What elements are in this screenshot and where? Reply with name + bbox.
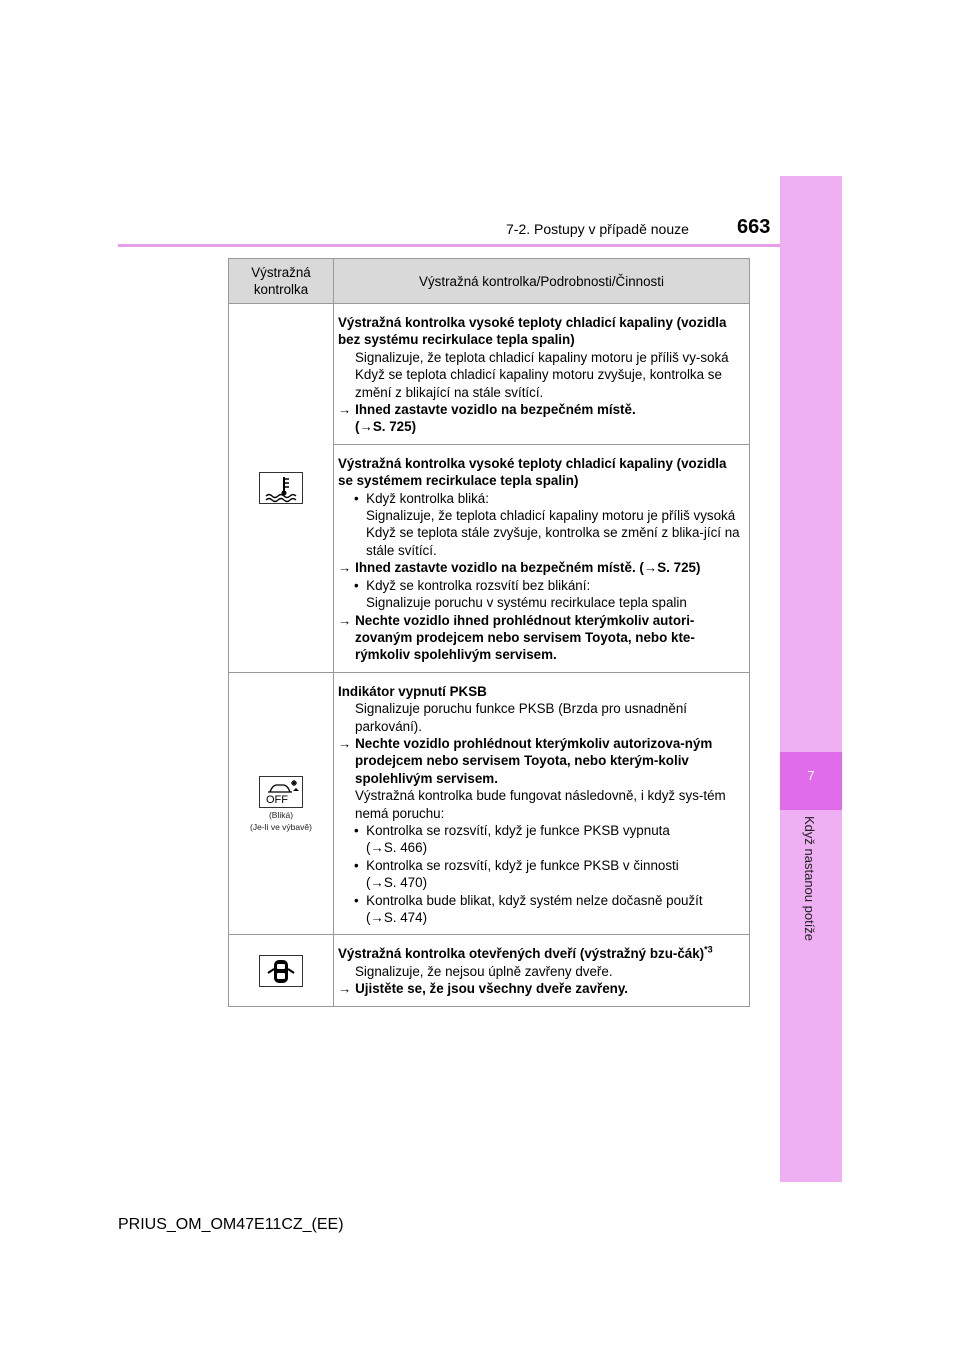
table-row-coolant-a (229, 304, 750, 445)
coolant-a-ref: (→S. 725) (355, 419, 417, 435)
table-row-door (229, 935, 750, 1006)
pksb-details (334, 672, 750, 935)
column-header-details: Výstražná kontrolka/Podrobnosti/Činnosti (334, 259, 750, 304)
pksb-line2: Výstražná kontrolka bude fungovat následovně, i když sys-tém nemá poruchu: (355, 788, 726, 821)
pksb-icon-note2: (Je-li ve výbavě) (250, 821, 312, 832)
bullet-icon: • (354, 490, 359, 506)
coolant-b-details (334, 444, 750, 672)
open-door-icon (259, 955, 303, 987)
arrow-icon: → (338, 560, 352, 576)
coolant-a-line1: Signalizuje, že teplota chladicí kapaliny motoru je příliš vy-soká (355, 349, 729, 365)
bullet-icon: • (354, 822, 359, 838)
door-icon-cell (229, 935, 334, 1006)
page-number: 663 (737, 216, 771, 238)
coolant-b-bullet2: • Když se kontrolka rozsvítí bez blikání: (354, 577, 591, 593)
pksb-off-icon (259, 776, 303, 808)
table-header-row (229, 259, 750, 304)
bullet-icon: • (354, 857, 359, 873)
pksb-icon-cell (229, 672, 334, 935)
coolant-b-bullet1: • Když kontrolka bliká: (354, 490, 489, 506)
pksb-bullet3: • Kontrolka bude blikat, když systém nelze dočasně použít (354, 892, 703, 908)
pksb-icon-label: OFF (266, 793, 288, 806)
chapter-side-tab (780, 176, 842, 1182)
arrow-icon: → (338, 402, 352, 418)
coolant-b-title: Výstražná kontrolka vysoké teploty chladicí kapaliny (vozidla se systémem recirkulace tepla spalin) (338, 455, 727, 489)
arrow-icon: → (370, 875, 384, 891)
door-title-footnote: *3 (704, 944, 713, 955)
coolant-b-action2: → Nechte vozidlo ihned prohlédnout kterýmkoliv autori-zovaným prodejcem nebo servisem Toyota, nebo kte-rýmkoliv spolehlivým servisem. (338, 612, 695, 663)
arrow-icon: → (338, 981, 352, 997)
pksb-title: Indikátor vypnutí PKSB (338, 683, 487, 699)
coolant-a-details (334, 304, 750, 445)
pksb-bullet1: • Kontrolka se rozsvítí, když je funkce PKSB vypnuta (354, 822, 670, 838)
arrow-icon: → (643, 560, 658, 576)
coolant-icon-cell (229, 304, 334, 673)
coolant-a-action: → Ihned zastavte vozidlo na bezpečném místě. (338, 402, 636, 418)
table-row-pksb (229, 672, 750, 935)
coolant-a-line2: Když se teplota chladicí kapaliny motoru zvyšuje, kontrolka se změní z blikající na stále svítící. (355, 367, 722, 400)
chapter-label: Když nastanou potíže (802, 816, 817, 942)
pksb-action: → Nechte vozidlo prohlédnout kterýmkoliv autorizova-ným prodejcem nebo servisem Toyota, nebo kterým-koliv spolehlivým servisem. (338, 735, 713, 786)
coolant-b-bullet2-line1: Signalizuje poruchu v systému recirkulace tepla spalin (366, 595, 687, 611)
bullet-icon: • (354, 577, 359, 593)
door-title: Výstražná kontrolka otevřených dveří (výstražný bzu-čák)$^{*3}$ (338, 944, 713, 962)
pksb-line1: Signalizuje poruchu funkce PKSB (Brzda pro usnadnění parkování). (355, 701, 687, 734)
column-header-icon: Výstražná kontrolka (229, 259, 334, 304)
pksb-bullet2: • Kontrolka se rozsvítí, když je funkce PKSB v činnosti (354, 857, 679, 873)
door-details (334, 935, 750, 1006)
chapter-number: 7 (807, 768, 815, 783)
coolant-b-action1: → Ihned zastavte vozidlo na bezpečném místě. (→S. 725) (338, 560, 701, 576)
pksb-bullet1-ref: (→S. 466) (366, 840, 428, 856)
door-action: → Ujistěte se, že jsou všechny dveře zavřeny. (338, 981, 629, 997)
arrow-icon: → (370, 840, 384, 856)
coolant-temperature-icon (259, 472, 303, 504)
header-divider (118, 244, 780, 247)
coolant-b-bullet1-line2: Když se teplota stále zvyšuje, kontrolka se změní z blika-jící na stále svítící. (366, 525, 740, 558)
document-code: PRIUS_OM_OM47E11CZ_(EE) (118, 1216, 344, 1233)
coolant-a-title: Výstražná kontrolka vysoké teploty chladicí kapaliny (vozidla bez systému recirkulace tepla spalin) (338, 315, 727, 348)
warning-lights-table (228, 258, 750, 1007)
arrow-icon: → (338, 735, 352, 751)
door-line1: Signalizuje, že nejsou úplně zavřeny dveře. (355, 963, 613, 979)
arrow-icon: → (338, 612, 352, 628)
pksb-bullet3-ref: (→S. 474) (366, 910, 428, 925)
pksb-icon-note1: (Bliká) (268, 809, 294, 820)
arrow-icon: → (370, 910, 384, 925)
arrow-icon: → (359, 419, 373, 435)
bullet-icon: • (354, 892, 359, 908)
coolant-b-bullet1-line1: Signalizuje, že teplota chladicí kapaliny motoru je příliš vysoká (366, 508, 736, 524)
section-title: 7-2. Postupy v případě nouze (506, 221, 689, 237)
pksb-bullet2-ref: (→S. 470) (366, 875, 428, 891)
